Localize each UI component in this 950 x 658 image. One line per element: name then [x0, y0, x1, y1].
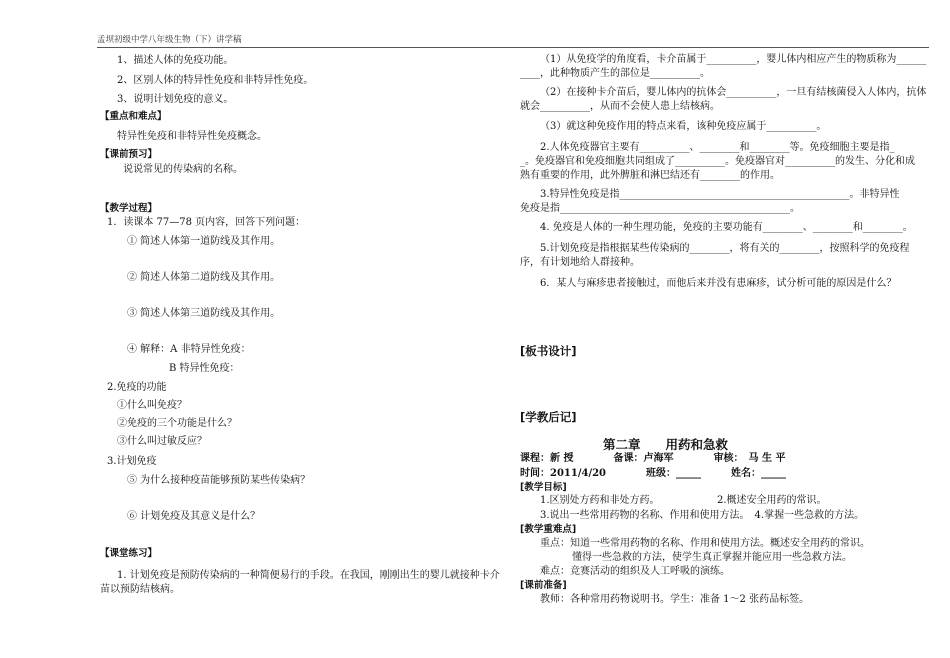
practice-5-line2: 序，有计划地给人群接种。 [520, 257, 640, 268]
practice-q1-line1: （1）从免疫学的角度看，卡介苗属于__________，婴儿体内相应产生的物质称为______ [540, 54, 927, 65]
practice-2-line2: _。免疫器官和免疫细胞共同组成了__________。免疫器官对__________的发生、分化和成 [520, 156, 915, 167]
practice-5-line1: 5.计划免疫是指根据某些传染病的________，将有关的________，按照科学的免疫程 [540, 243, 910, 254]
practice-q1-line2: ____，此种物质产生的部位是__________。 [520, 68, 710, 79]
difficulty-hard-point: 难点：竞赛活动的组织及人工呼吸的演练。 [540, 566, 730, 577]
section-planned-immunization: 3.计划免疫 [107, 456, 157, 467]
goal-1: 1.区别处方药和非处方药。 [540, 495, 660, 506]
question-1: ① 简述人体第一道防线及其作用。 [127, 236, 281, 247]
question-vaccine: ⑤ 为什么接种疫苗能够预防某些传染病？ [127, 475, 311, 486]
practice-2-line3: 熟有重要的作用，此外脾脏和淋巴结还有________的作用。 [520, 170, 780, 181]
practice-1-line2: 苗以预防结核病。 [100, 584, 180, 595]
meta-row-1: 课程：新 授 备课：卢海军 审核： 马 生 平 [520, 453, 786, 464]
preparation-text: 教师：各种常用药物说明书。学生：准备 1～2 张药品标签。 [540, 594, 810, 605]
postscript-heading: [学教后记] [520, 410, 577, 424]
practice-3-line1: 3.特异性免疫是指______________________________________________。非特异性 [540, 189, 900, 200]
practice-q2-line2: 就会__________，从而不会使人患上结核病。 [520, 101, 720, 112]
chapter-title: 第二章 用药和急救 [603, 437, 729, 452]
document-header: 孟坝初级中学八年级生物（下）讲学稿 [97, 35, 242, 45]
question-2: ② 简述人体第二道防线及其作用。 [127, 272, 281, 283]
question-allergy: ③什么叫过敏反应？ [117, 436, 207, 447]
goal-2: 2.概述安全用药的常识。 [717, 495, 827, 506]
teaching-goals-heading: [教学目标] [520, 482, 567, 493]
practice-q2-line1: （2）在接种卡介苗后，婴儿体内的抗体会__________，一旦有结核菌侵入人体内，抗体 [540, 87, 927, 98]
key-points-text: 特异性免疫和非特异性免疫概念。 [117, 131, 267, 142]
process-heading: 【教学过程】 [100, 203, 158, 214]
difficulty-heading: [教学重难点] [520, 524, 577, 535]
difficulty-key-point-2: 懂得一些急救的方法，使学生真正掌握并能应用一些急救方法。 [572, 552, 852, 563]
objective-3: 3、说明计划免疫的意义。 [117, 94, 234, 105]
objective-2: 2、区别人体的特异性免疫和非特异性免疫。 [117, 75, 314, 86]
preview-text: 说说常见的传染病的名称。 [123, 164, 243, 175]
practice-6: 6．某人与麻疹患者接触过，而他后来并没有患麻疹，试分析可能的原因是什么？ [540, 278, 897, 289]
section-immune-function: 2.免疫的功能 [107, 382, 167, 393]
practice-q3: （3）就这种免疫作用的特点来看，该种免疫应属于__________。 [540, 121, 827, 132]
practice-3-line2: 免疫是指______________________________________________。 [520, 203, 800, 214]
key-points-heading: 【重点和难点】 [100, 111, 167, 122]
question-planned-immunization: ⑥ 计划免疫及其意义是什么？ [127, 511, 261, 522]
question-immune-functions: ②免疫的三个功能是什么？ [117, 418, 237, 429]
question-3: ③ 简述人体第三道防线及其作用。 [127, 308, 281, 319]
practice-4: 4. 免疫是人体的一种生理功能，免疫的主要功能有________、________和________。 [540, 222, 913, 233]
header-divider [97, 47, 929, 48]
question-4a: ④ 解释：A 非特异性免疫： [127, 344, 251, 355]
practice-1-line1: 1. 计划免疫是预防传染病的一种简便易行的手段。在我国，刚刚出生的婴儿就接种卡介 [117, 570, 500, 581]
question-immune-definition: ①什么叫免疫？ [117, 400, 187, 411]
process-intro: 1．读课本 77—78 页内容，回答下列问题： [107, 217, 306, 228]
preview-heading: 【课前预习】 [100, 149, 158, 160]
practice-heading: 【课堂练习】 [100, 548, 158, 559]
question-4b: B 特异性免疫： [169, 363, 240, 374]
practice-2-line1: 2.人体免疫器官主要有__________、________和________等。免疫细胞主要是指_ [540, 142, 895, 153]
preparation-heading: [课前准备] [520, 580, 567, 591]
meta-row-2: 时间：2011/4/20 班级：_____ 姓名：_____ [520, 468, 787, 479]
board-design-heading: [板书设计] [520, 344, 577, 358]
goal-3-4: 3.说出一些常用药物的名称、作用和使用方法。 4.掌握一些急救的方法。 [540, 510, 865, 521]
difficulty-key-point: 重点：知道一些常用药物的名称、作用和使用方法。概述安全用药的常识。 [540, 538, 870, 549]
objective-1: 1、描述人体的免疫功能。 [117, 55, 234, 66]
